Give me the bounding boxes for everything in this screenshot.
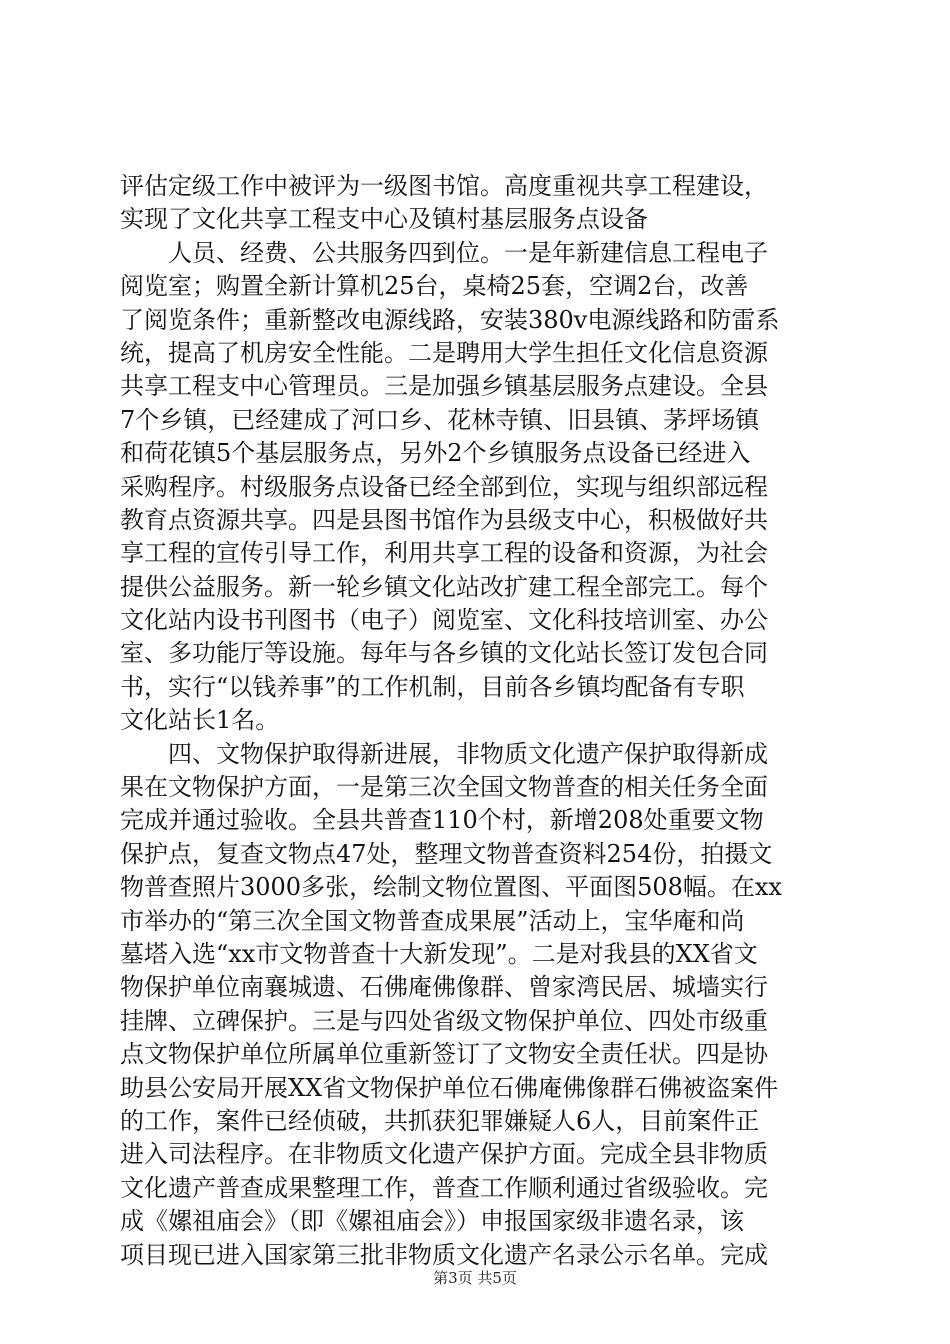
text-line: 成《嫘祖庙会》（即《嫘祖庙会》）申报国家级非遗名录，该 <box>120 1207 744 1236</box>
text-line: 评估定级工作中被评为一级图书馆。高度重视共享工程建设， <box>120 172 768 200</box>
text-line: 阅览室；购置全新计算机25台，桌椅25套，空调2台，改善 <box>120 272 749 301</box>
text-line: 挂牌、立碑保护。三是与四处省级文物保护单位、四处市级重 <box>120 1006 768 1035</box>
text-line: 物普查照片3000多张，绘制文物位置图、平面图508幅。在xx <box>120 873 782 902</box>
text-line: 采购程序。村级服务点设备已经全部到位，实现与组织部远程 <box>120 472 768 501</box>
text-line: 室、多功能厅等设施。每年与各乡镇的文化站长签订发包合同 <box>120 639 768 668</box>
text-line: 进入司法程序。在非物质文化遗产保护方面。完成全县非物质 <box>120 1140 768 1169</box>
text-line: 墓塔入选“xx市文物普查十大新发现”。二是对我县的XX省文 <box>120 939 758 968</box>
text-line: 文化站内设书刊图书（电子）阅览室、文化科技培训室、办公 <box>120 606 768 635</box>
text-line: 共享工程支中心管理员。三是加强乡镇基层服务点建设。全县 <box>120 372 768 401</box>
text-line: 完成并通过验收。全县共普查110个村，新增208处重要文物 <box>120 806 764 835</box>
text-line: 了阅览条件；重新整改电源线路，安装380v电源线路和防雷系 <box>120 305 780 334</box>
text-line: 提供公益服务。新一轮乡镇文化站改扩建工程全部完工。每个 <box>120 572 768 601</box>
text-line: 物保护单位南襄城遗、石佛庵佛像群、曾家湾民居、城墙实行 <box>120 973 768 1002</box>
text-line: 享工程的宣传引导工作，利用共享工程的设备和资源，为社会 <box>120 539 768 568</box>
text-line: 人员、经费、公共服务四到位。一是年新建信息工程电子 <box>168 238 768 267</box>
text-line: 实现了文化共享工程支中心及镇村基层服务点设备 <box>120 205 648 234</box>
document-body <box>120 170 832 1272</box>
text-line: 保护点，复查文物点47处，整理文物普查资料254份，拍摄文 <box>120 839 773 868</box>
text-line: 四、文物保护取得新进展，非物质文化遗产保护取得新成 <box>168 739 768 768</box>
text-line: 市举办的“第三次全国文物普查成果展”活动上，宝华庵和尚 <box>120 906 745 935</box>
text-line: 助县公安局开展XX省文物保护单位石佛庵佛像群石佛被盗案件 <box>120 1073 779 1102</box>
text-line: 统，提高了机房安全性能。二是聘用大学生担任文化信息资源 <box>120 338 768 367</box>
text-line: 文化遗产普查成果整理工作，普查工作顺利通过省级验收。完 <box>120 1173 768 1202</box>
text-line: 书，实行“以钱养事”的工作机制，目前各乡镇均配备有专职 <box>120 672 745 701</box>
text-line: 和荷花镇5个基层服务点，另外2个乡镇服务点设备已经进入 <box>120 439 751 468</box>
text-line: 7个乡镇，已经建成了河口乡、花林寺镇、旧县镇、茅坪场镇 <box>120 405 760 434</box>
text-line: 教育点资源共享。四是县图书馆作为县级支中心，积极做好共 <box>120 505 768 534</box>
text-line: 文化站长1名。 <box>120 706 280 735</box>
text-line: 点文物保护单位所属单位重新签订了文物安全责任状。四是协 <box>120 1040 768 1069</box>
text-line: 的工作，案件已经侦破，共抓获犯罪嫌疑人6人，目前案件正 <box>120 1106 760 1135</box>
text-line: 项目现已进入国家第三批非物质文化遗产名录公示名单。完成 <box>120 1240 768 1269</box>
page-footer: 第3页 共5页 <box>433 1269 517 1287</box>
text-line: 果在文物保护方面，一是第三次全国文物普查的相关任务全面 <box>120 773 768 802</box>
